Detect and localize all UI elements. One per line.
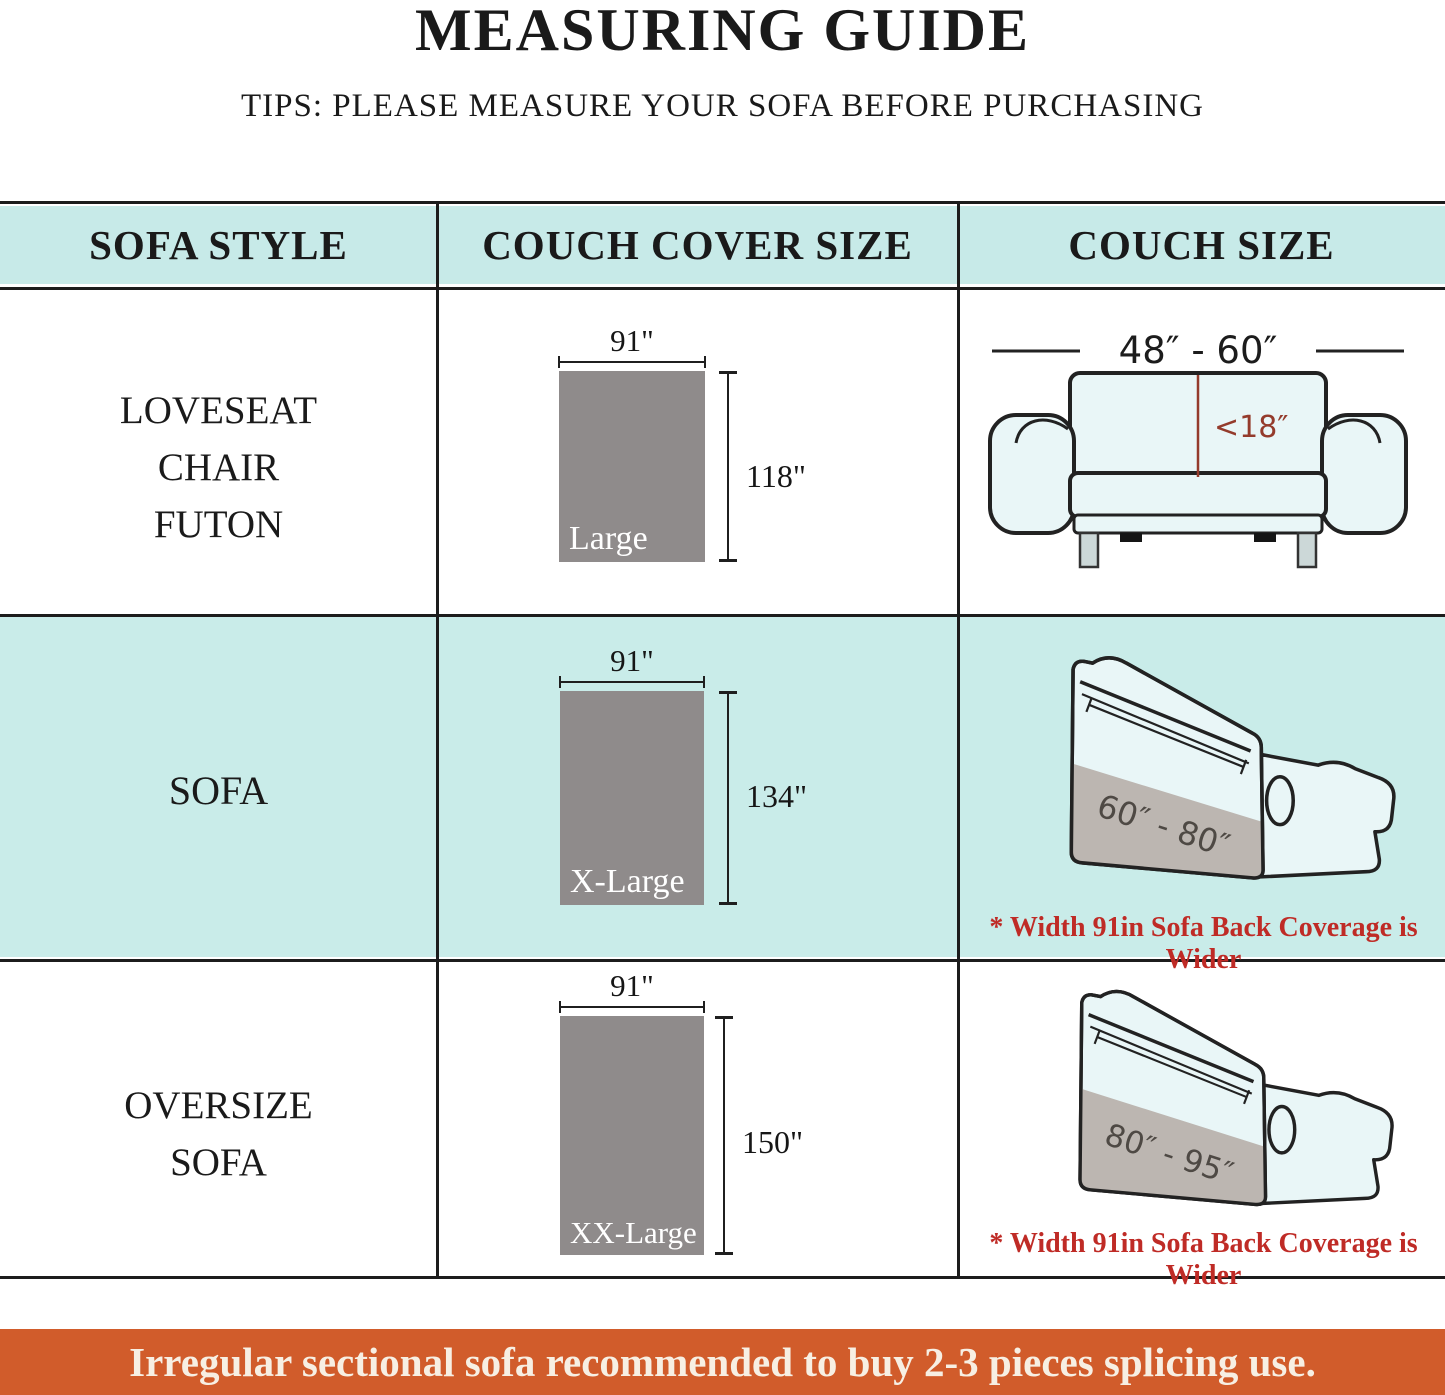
row2-cover-size-label: X-Large bbox=[570, 863, 685, 900]
style-line: SOFA bbox=[170, 1141, 267, 1184]
loveseat-leg-left bbox=[1080, 533, 1098, 567]
table-border-top bbox=[0, 201, 1445, 204]
row3-cover-width-line bbox=[560, 1006, 704, 1008]
row3-cover-width-label: 91" bbox=[610, 968, 654, 1003]
row2-cover-height-line bbox=[727, 691, 729, 905]
row2-style-label bbox=[0, 762, 437, 819]
loveseat-seat bbox=[1070, 473, 1326, 517]
table-divider-col2 bbox=[957, 201, 960, 1279]
banner-text: Irregular sectional sofa recommended to buy 2-3 pieces splicing use. bbox=[129, 1339, 1316, 1385]
loveseat-foot-right bbox=[1254, 533, 1276, 542]
table-border-header-bottom bbox=[0, 287, 1445, 290]
sofa-arm-roll bbox=[1269, 1107, 1295, 1153]
style-line: SOFA bbox=[168, 768, 269, 813]
sofa-back-illustration bbox=[1025, 648, 1407, 893]
row1-cover-width-label: 91" bbox=[610, 323, 654, 358]
style-line: FUTON bbox=[153, 503, 284, 546]
style-line: LOVESEAT bbox=[119, 389, 318, 432]
row1-cover-height-label: 118" bbox=[746, 458, 806, 494]
loveseat-base bbox=[1074, 515, 1322, 533]
row3-cover-height-label: 150" bbox=[742, 1124, 804, 1160]
row2-red-note: * Width 91in Sofa Back Coverage is Wider bbox=[989, 912, 1418, 975]
loveseat-left-arm bbox=[990, 415, 1074, 533]
loveseat-back-height: <18″ bbox=[1214, 410, 1289, 445]
style-line: CHAIR bbox=[157, 446, 280, 489]
sofa-arm-roll bbox=[1267, 777, 1294, 825]
row1-cover-width-line bbox=[559, 361, 705, 363]
row2-cover-height-label: 134" bbox=[746, 778, 808, 814]
row1-style-label bbox=[0, 382, 437, 553]
sofa-width-range: 80″ - 95″ bbox=[1100, 1116, 1238, 1193]
oversize-sofa-back-illustration bbox=[1035, 982, 1405, 1219]
row2-cover-width-label: 91" bbox=[610, 643, 654, 678]
row3-style-label bbox=[0, 1077, 437, 1191]
row1-cover-swatch bbox=[559, 371, 705, 562]
header-sofa-style: SOFA STYLE bbox=[89, 222, 348, 268]
sofa-width-range: 60″ - 80″ bbox=[1092, 786, 1235, 865]
row3-cover-size-label: XX-Large bbox=[570, 1215, 697, 1250]
loveseat-width-range: 48″ - 60″ bbox=[1118, 329, 1278, 372]
loveseat-illustration bbox=[980, 325, 1416, 583]
row1-cover-size-label: Large bbox=[569, 520, 648, 557]
row2-cover-width-line bbox=[560, 681, 704, 683]
loveseat-foot-left bbox=[1120, 533, 1142, 542]
table-border-row1-bottom bbox=[0, 614, 1445, 617]
row3-cover-height-line bbox=[723, 1016, 725, 1255]
header-couch-cover-size: COUCH COVER SIZE bbox=[482, 222, 913, 268]
row3-cover-swatch bbox=[560, 1016, 704, 1255]
row3-red-note: * Width 91in Sofa Back Coverage is Wider bbox=[989, 1228, 1418, 1291]
loveseat-right-arm bbox=[1322, 415, 1406, 533]
bottom-banner bbox=[0, 1329, 1445, 1395]
style-line: OVERSIZE bbox=[124, 1084, 313, 1127]
row1-cover-height-line bbox=[727, 371, 729, 562]
loveseat-leg-right bbox=[1298, 533, 1316, 567]
row2-cover-swatch bbox=[560, 691, 704, 905]
page-title: MEASURING GUIDE bbox=[414, 0, 1031, 63]
page-subtitle: TIPS: PLEASE MEASURE YOUR SOFA BEFORE PURCHASING bbox=[241, 88, 1204, 124]
header-couch-size: COUCH SIZE bbox=[1068, 222, 1335, 268]
